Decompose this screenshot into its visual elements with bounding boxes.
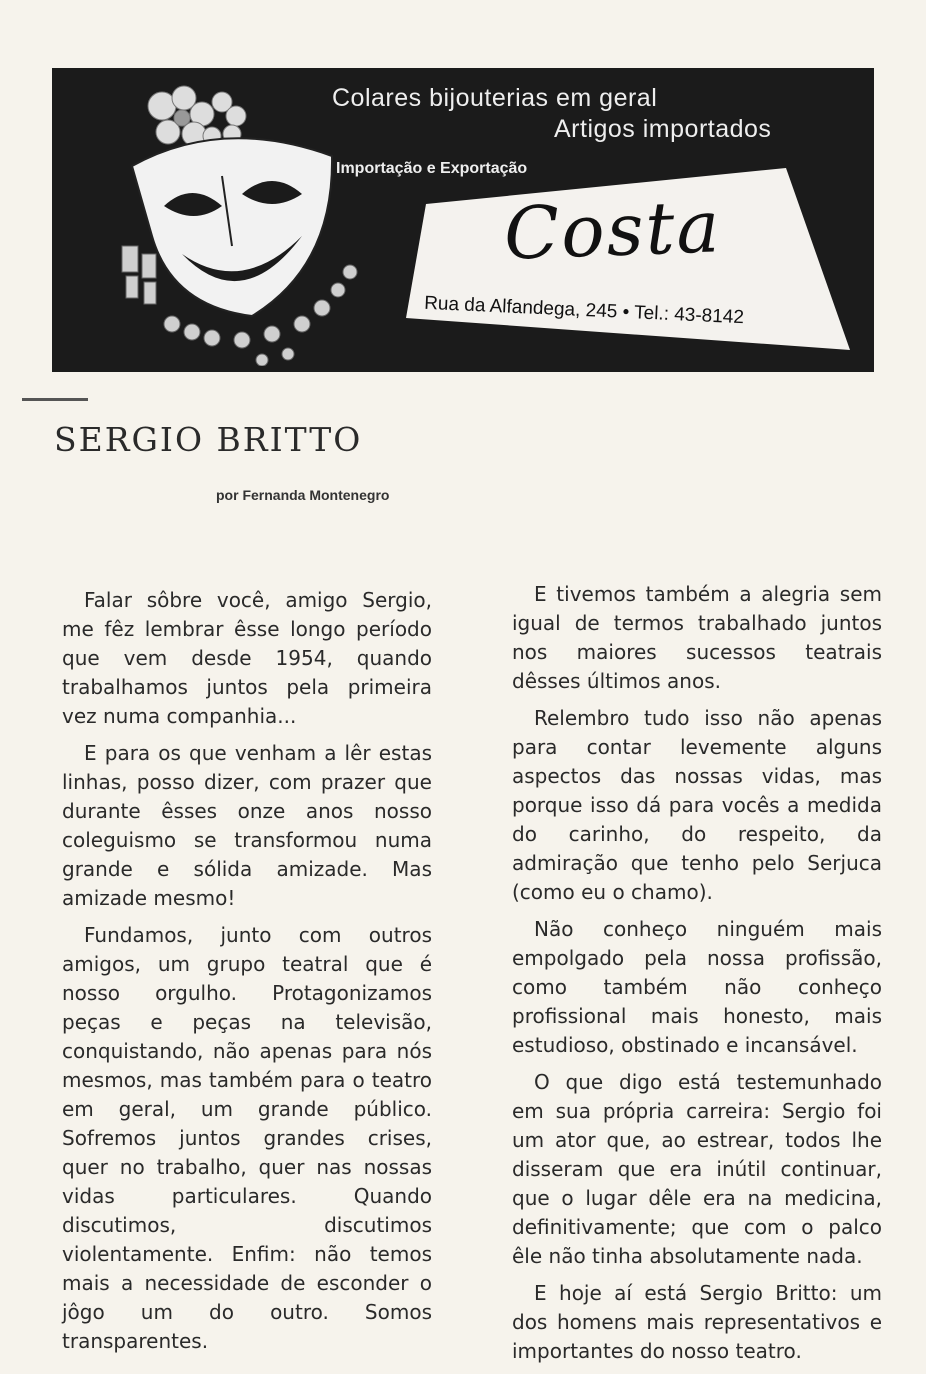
- theater-mask-illustration: [112, 76, 372, 366]
- paragraph: O que digo está testemunhado em sua própria carreira: Sergio foi um ator que, ao estrear, todos lhe disseram que era inútil continuar, que o lugar dêle era na medicina, definitivamente; que com o palco êle não tinha absolutamente nada.: [512, 1070, 882, 1268]
- ad-tagline-import-export: Importação e Exportação: [336, 160, 528, 177]
- article-title: SERGIO BRITTO: [54, 420, 363, 459]
- article-column-left: [62, 586, 432, 1364]
- decorative-rule: [22, 398, 88, 401]
- paragraph: E para os que venham a lêr estas linhas, posso dizer, com prazer que durante êsses onze anos nosso coleguismo se transformou numa grande e sólida amizade. Mas amizade mesmo!: [62, 741, 432, 910]
- paragraph: E hoje aí está Sergio Britto: um dos homens mais representativos e importantes do nosso teatro.: [512, 1281, 882, 1363]
- article-byline: por Fernanda Montenegro: [216, 487, 390, 503]
- ad-tagline-necklaces: Colares bijouterias em geral: [332, 84, 658, 112]
- article-column-right: [512, 580, 882, 1374]
- advertisement-banner: [52, 68, 874, 372]
- paragraph: Falar sôbre você, amigo Sergio, me fêz lembrar êsse longo período que vem desde 1954, quando trabalhamos juntos pela primeira vez numa companhia...: [62, 588, 432, 728]
- paragraph: E tivemos também a alegria sem igual de termos trabalhado juntos nos maiores sucessos teatrais dêsses últimos anos.: [512, 582, 882, 693]
- ad-address: Rua da Alfandega, 245 • Tel.: 43-8142: [423, 292, 745, 329]
- ad-brand-logo: Costa: [502, 184, 723, 276]
- paragraph: Não conheço ninguém mais empolgado pela nossa profissão, como também não conheço profissional mais honesto, mais estudioso, obstinado e incansável.: [512, 917, 882, 1057]
- paragraph: Fundamos, junto com outros amigos, um grupo teatral que é nosso orgulho. Protagonizamos peças e peças na televisão, conquistando, não apenas para nós mesmos, mas também para o teatro em geral, um grande público. Sofremos juntos grandes crises, quer no trabalho, quer nas nossas vidas particulares. Quando discutimos, discutimos violentamente. Enfim: não temos mais a necessidade de esconder o jôgo um do outro. Somos transparentes.: [62, 923, 432, 1353]
- ad-tagline-imports: Artigos importados: [554, 115, 772, 143]
- paragraph: Relembro tudo isso não apenas para contar levemente alguns aspectos das nossas vidas, mas porque isso dá para vocês a medida do carinho, do respeito, da admiração que tenho pelo Serjuca (como eu o chamo).: [512, 706, 882, 904]
